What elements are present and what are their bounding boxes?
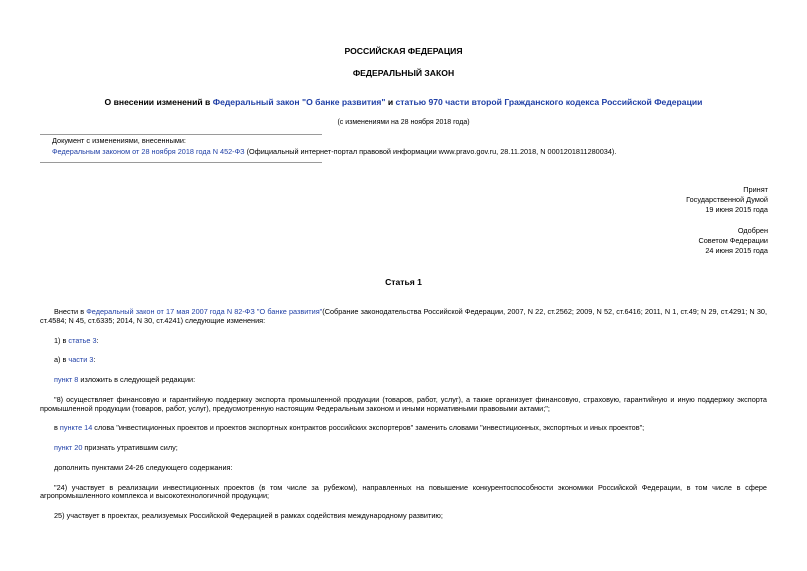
p3-link[interactable]: части 3	[68, 355, 94, 365]
p7-rest: признать утратившим силу;	[82, 443, 178, 452]
title-link-bank-law[interactable]: Федеральный закон "О банке развития"	[212, 97, 386, 107]
paragraph-point-14	[40, 424, 767, 433]
p1-link[interactable]: Федеральный закон от 17 мая 2007 года N 82-ФЗ "О банке развития"	[86, 307, 323, 316]
accepted-line-3: 19 июня 2015 года	[705, 204, 768, 214]
approved-line-2: Советом Федерации	[698, 235, 768, 245]
paragraph-point-8	[40, 376, 767, 385]
approved-block	[548, 227, 768, 256]
document-title	[0, 97, 807, 107]
accepted-block	[548, 186, 768, 215]
paragraph-point-20	[40, 444, 767, 453]
p2-link[interactable]: статье 3	[68, 335, 97, 345]
p3-prefix: а) в	[54, 355, 69, 365]
edited-by-source: (Официальный интернет-портал правовой информации www.pravo.gov.ru, 28.11.2018, N 0001201811280034).	[244, 146, 617, 156]
approved-line-3: 24 июня 2015 года	[705, 245, 768, 255]
paragraph-add-points: дополнить пунктами 24-26 следующего содержания:	[54, 462, 233, 472]
title-link-civil-code[interactable]: статью 970 части второй Гражданского кодекса Российской Федерации	[395, 97, 703, 107]
p2-prefix: 1) в	[54, 335, 69, 345]
p7-link[interactable]: пункт 20	[54, 443, 83, 452]
title-middle: и	[385, 97, 396, 107]
edited-by-label: Документ с изменениями, внесенными:	[52, 136, 186, 145]
p6-rest: слова "инвестиционных проектов и проектов экспортных контрактов российских экспортеров" заменить словами "инвестиционных, экспортных и иных проектов";	[92, 423, 645, 433]
article-title: Статья 1	[385, 277, 422, 287]
heading-law-type: ФЕДЕРАЛЬНЫЙ ЗАКОН	[352, 68, 455, 78]
p6-link[interactable]: пункте 14	[59, 423, 93, 433]
title-prefix: О внесении изменений в	[104, 97, 213, 107]
p1-prefix: Внести в	[54, 307, 87, 316]
paragraph-quote-8: "8) осуществляет финансовую и гарантийную поддержку экспорта промышленной продукции (товаров, работ, услуг), а также организует финансовую, страховую, гарантийную и иную поддержку экспорта промышленной продукции (товаров, работ, услуг), предусмотренную настоящим Федеральным законом и иными нормативными правовыми актами;";	[40, 394, 767, 413]
divider-bottom	[40, 162, 322, 163]
p4-link[interactable]: пункт 8	[54, 375, 79, 384]
edited-by-block	[52, 137, 792, 159]
p3-post: :	[93, 355, 96, 365]
edited-by-line	[52, 148, 792, 157]
article-body	[40, 308, 767, 532]
p6-prefix: в	[54, 423, 60, 433]
accepted-line-2: Государственной Думой	[686, 194, 768, 204]
document-subtitle: (с изменениями на 28 ноября 2018 года)	[337, 119, 470, 126]
paragraph-point-25: 25) участвует в проектах, реализуемых Российской Федерацией в рамках содействия международному развитию;	[54, 511, 443, 520]
paragraph-item-a	[40, 356, 767, 365]
p4-rest: изложить в следующей редакции:	[78, 375, 196, 384]
paragraph-item-1	[40, 337, 767, 346]
heading-country: РОССИЙСКАЯ ФЕДЕРАЦИЯ	[344, 46, 463, 56]
p2-post: :	[96, 335, 99, 345]
approved-line-1: Одобрен	[737, 226, 768, 235]
paragraph-point-24: "24) участвует в реализации инвестиционных проектов (в том числе за рубежом), направленных на повышение конкурентоспособности экономики Российской Федерации, в том числе в сфере агропромышленного комплекса и высокотехнологичной продукции;	[40, 482, 767, 501]
edited-by-link[interactable]: Федеральным законом от 28 ноября 2018 года N 452-ФЗ	[52, 146, 245, 156]
paragraph-intro	[40, 308, 767, 326]
p1-rest: (Собрание законодательства Российской Федерации, 2007, N 22, ст.2562; 2009, N 52, ст.6416; 2011, N 1, ст.49; N 29, ст.4291; N 30, ст.4584; N 45, ст.6335; 2014, N 30, ст.4241) следующие изменения:	[40, 307, 768, 325]
divider-top	[40, 134, 322, 135]
accepted-line-1: Принят	[743, 185, 768, 194]
